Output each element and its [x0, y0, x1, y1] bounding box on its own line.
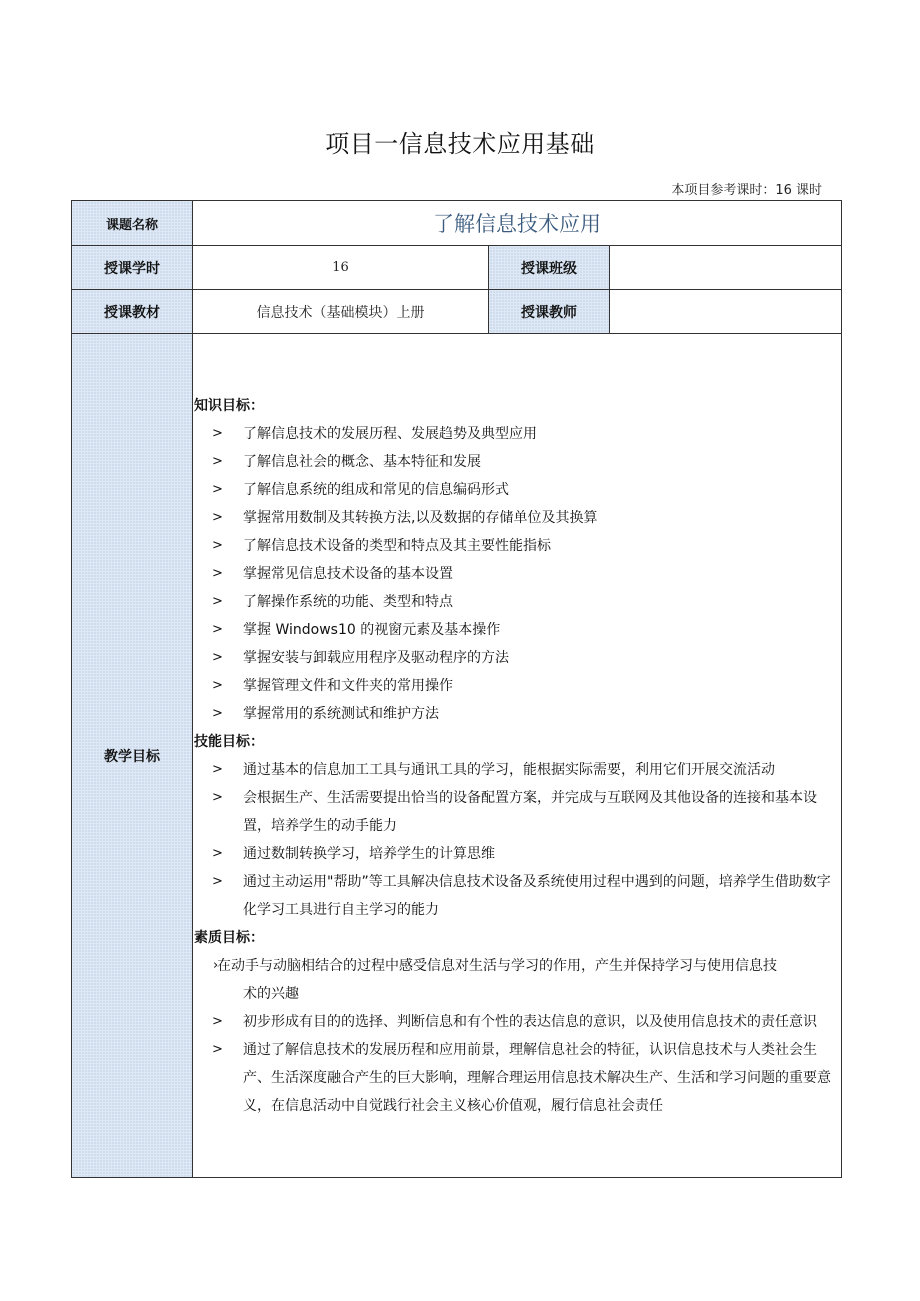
objectives-content [193, 334, 842, 1178]
hours-label: 授课学时 [72, 246, 193, 290]
objectives-label: 教学目标 [72, 334, 193, 1178]
bullet-marker: > [212, 873, 223, 889]
list-item: > 掌握管理文件和文件夹的常用操作 [193, 672, 841, 700]
bullet-marker: > [212, 453, 223, 469]
list-item: › 在动手与动脑相结合的过程中感受信息对生活与学习的作用，产生并保持学习与使用信息技 术的兴趣 [193, 952, 841, 1008]
reference-hours: 本项目参考课时：16 课时 [671, 183, 822, 198]
list-item: > 了解操作系统的功能、类型和特点 [193, 588, 841, 616]
teacher-value [610, 290, 842, 334]
hours-value: 16 [193, 246, 489, 290]
knowledge-objectives-title: 知识目标： [194, 397, 264, 414]
list-item: > 了解信息技术的发展历程、发展趋势及典型应用 [193, 420, 841, 448]
list-item: > 掌握安装与卸载应用程序及驱动程序的方法 [193, 644, 841, 672]
quality-objectives-title: 素质目标： [194, 929, 264, 946]
skill-objectives-list [193, 756, 841, 924]
topic-label: 课题名称 [72, 201, 193, 246]
list-item: > 初步形成有目的的选择、判断信息和有个性的表达信息的意识，以及使用信息技术的责任意识 [193, 1008, 841, 1036]
topic-value: 了解信息技术应用 [193, 201, 842, 246]
list-item: > 掌握 Windows10 的视窗元素及基本操作 [193, 616, 841, 644]
class-label: 授课班级 [489, 246, 610, 290]
textbook-label: 授课教材 [72, 290, 193, 334]
list-item: > 通过数制转换学习，培养学生的计算思维 [193, 840, 841, 868]
quality-objectives-list [193, 952, 841, 1120]
bullet-marker: > [212, 593, 223, 609]
bullet-marker: > [212, 537, 223, 553]
bullet-marker: > [212, 1041, 223, 1057]
bullet-marker: › [213, 957, 219, 973]
bullet-marker: > [212, 425, 223, 441]
list-item: > 通过主动运用"帮助”等工具解决信息技术设备及系统使用过程中遇到的问题，培养学生借助数字化学习工具进行自主学习的能力 [193, 868, 841, 924]
list-item: > 掌握常见信息技术设备的基本设置 [193, 560, 841, 588]
bullet-marker: > [212, 621, 223, 637]
bullet-marker: > [212, 705, 223, 721]
bullet-marker: > [212, 845, 223, 861]
bullet-marker: > [212, 649, 223, 665]
bullet-marker: > [212, 565, 223, 581]
list-item: > 会根据生产、生活需要提出恰当的设备配置方案，并完成与互联网及其他设备的连接和基本设置，培养学生的动手能力 [193, 784, 841, 840]
bullet-marker: > [212, 481, 223, 497]
knowledge-objectives-list [193, 420, 841, 728]
list-item: > 掌握常用数制及其转换方法,以及数据的存储单位及其换算 [193, 504, 841, 532]
document-title: 项目一信息技术应用基础 [325, 130, 595, 158]
skill-objectives-title: 技能目标： [194, 733, 264, 750]
textbook-value: 信息技术（基础模块）上册 [193, 290, 489, 334]
list-item: > 了解信息技术设备的类型和特点及其主要性能指标 [193, 532, 841, 560]
list-item: > 了解信息社会的概念、基本特征和发展 [193, 448, 841, 476]
bullet-marker: > [212, 761, 223, 777]
bullet-marker: > [212, 677, 223, 693]
class-value [610, 246, 842, 290]
list-item: > 通过基本的信息加工工具与通讯工具的学习，能根据实际需要，利用它们开展交流活动 [193, 756, 841, 784]
teacher-label: 授课教师 [489, 290, 610, 334]
bullet-marker: > [212, 509, 223, 525]
bullet-marker: > [212, 789, 223, 805]
list-item: > 通过了解信息技术的发展历程和应用前景，理解信息社会的特征，认识信息技术与人类社会生产、生活深度融合产生的巨大影响，理解合理运用信息技术解决生产、生活和学习问题的重要意义，在信息活动中自觉践行社会主义核心价值观，履行信息社会责任 [193, 1036, 841, 1120]
bullet-marker: > [212, 1013, 223, 1029]
list-item: > 了解信息系统的组成和常见的信息编码形式 [193, 476, 841, 504]
list-item: > 掌握常用的系统测试和维护方法 [193, 700, 841, 728]
lesson-plan-table [71, 200, 842, 1178]
